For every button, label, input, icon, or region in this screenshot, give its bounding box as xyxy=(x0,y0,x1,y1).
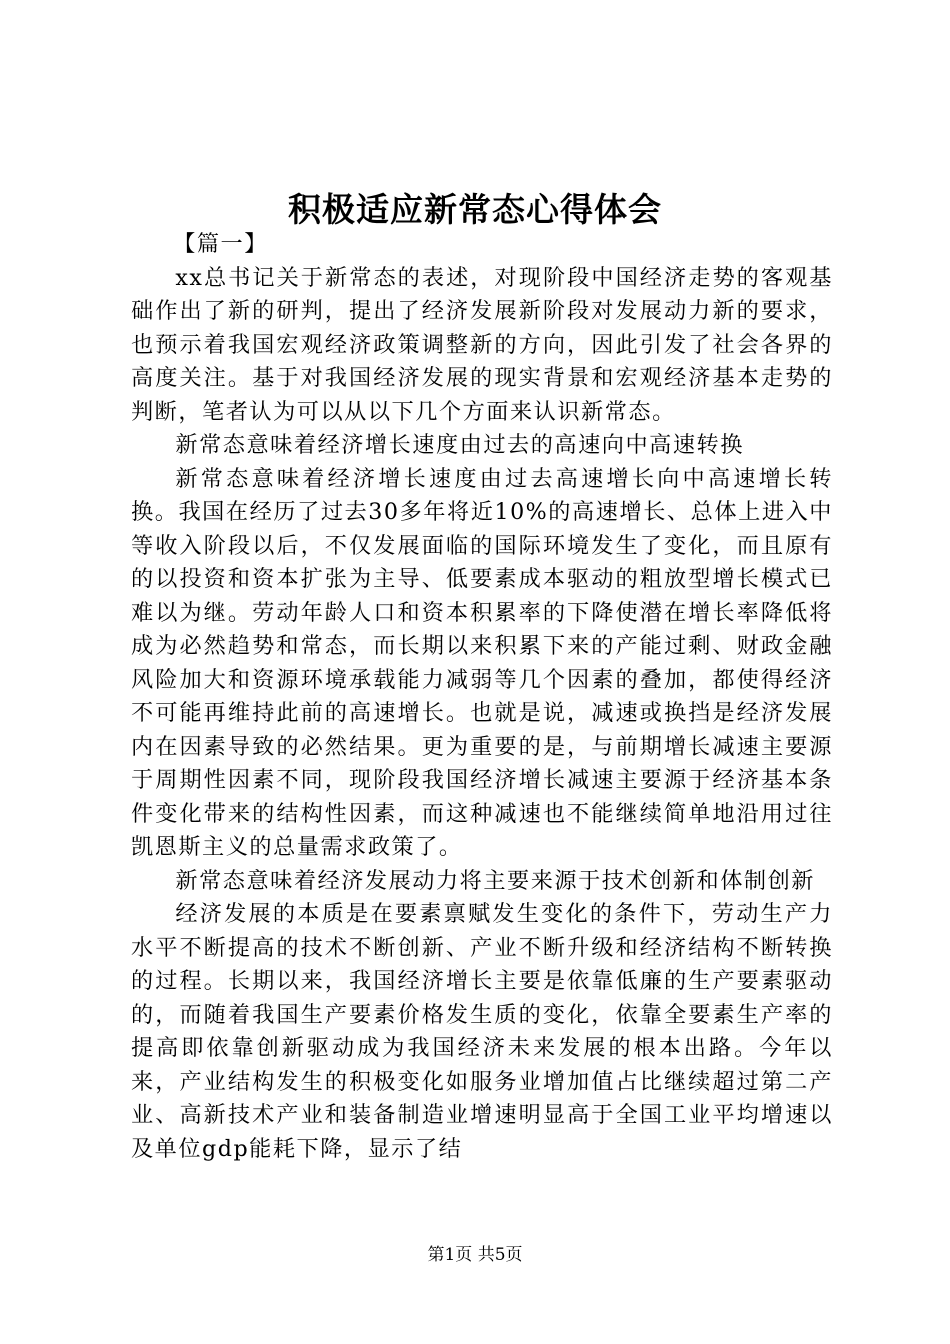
document-title: 积极适应新常态心得体会 xyxy=(288,190,662,229)
paragraph: 经济发展的本质是在要素禀赋发生变化的条件下，劳动生产力水平不断提高的技术不断创新、产业不断升级和经济结构不断转换的过程。长期以来，我国经济增长主要是依靠低廉的生产要素驱动的，而随着我国生产要素价格发生质的变化，依靠全要素生产率的提高即依靠创新驱动成为我国经济未来发展的根本出路。今年以来，产业结构发生的积极变化如服务业增加值占比继续超过第二产业、高新技术产业和装备制造业增速明显高于全国工业平均增速以及单位gdp能耗下降，显示了结 xyxy=(131,901,833,1162)
paragraph: 新常态意味着经济增长速度由过去高速增长向中高速增长转换。我国在经历了过去30多年将近10%的高速增长、总体上进入中等收入阶段以后，不仅发展面临的国际环境发生了变化，而且原有的以投资和资本扩张为主导、低要素成本驱动的粗放型增长模式已难以为继。劳动年龄人口和资本积累率的下降使潜在增长率降低将成为必然趋势和常态，而长期以来积累下来的产能过剩、财政金融风险加大和资源环境承载能力减弱等几个因素的叠加，都使得经济不可能再维持此前的高速增长。也就是说，减速或换挡是经济发展内在因素导致的必然结果。更为重要的是，与前期增长减速主要源于周期性因素不同，现阶段我国经济增长减速主要源于经济基本条件变化带来的结构性因素，而这种减速也不能继续简单地沿用过往凯恩斯主义的总量需求政策了。 xyxy=(131,465,833,860)
paragraph: xx总书记关于新常态的表述，对现阶段中国经济走势的客观基础作出了新的研判，提出了经济发展新阶段对发展动力新的要求，也预示着我国宏观经济政策调整新的方向，因此引发了社会各界的高度关注。基于对我国经济发展的现实背景和宏观经济基本走势的判断，笔者认为可以从以下几个方面来认识新常态。 xyxy=(131,264,833,425)
subheading: 新常态意味着经济增长速度由过去的高速向中高速转换 xyxy=(175,432,744,458)
section-heading: 【篇一】 xyxy=(173,231,268,257)
page-footer: 第1页 共5页 xyxy=(427,1245,523,1265)
subheading: 新常态意味着经济发展动力将主要来源于技术创新和体制创新 xyxy=(175,867,815,894)
document-body xyxy=(131,228,833,1166)
